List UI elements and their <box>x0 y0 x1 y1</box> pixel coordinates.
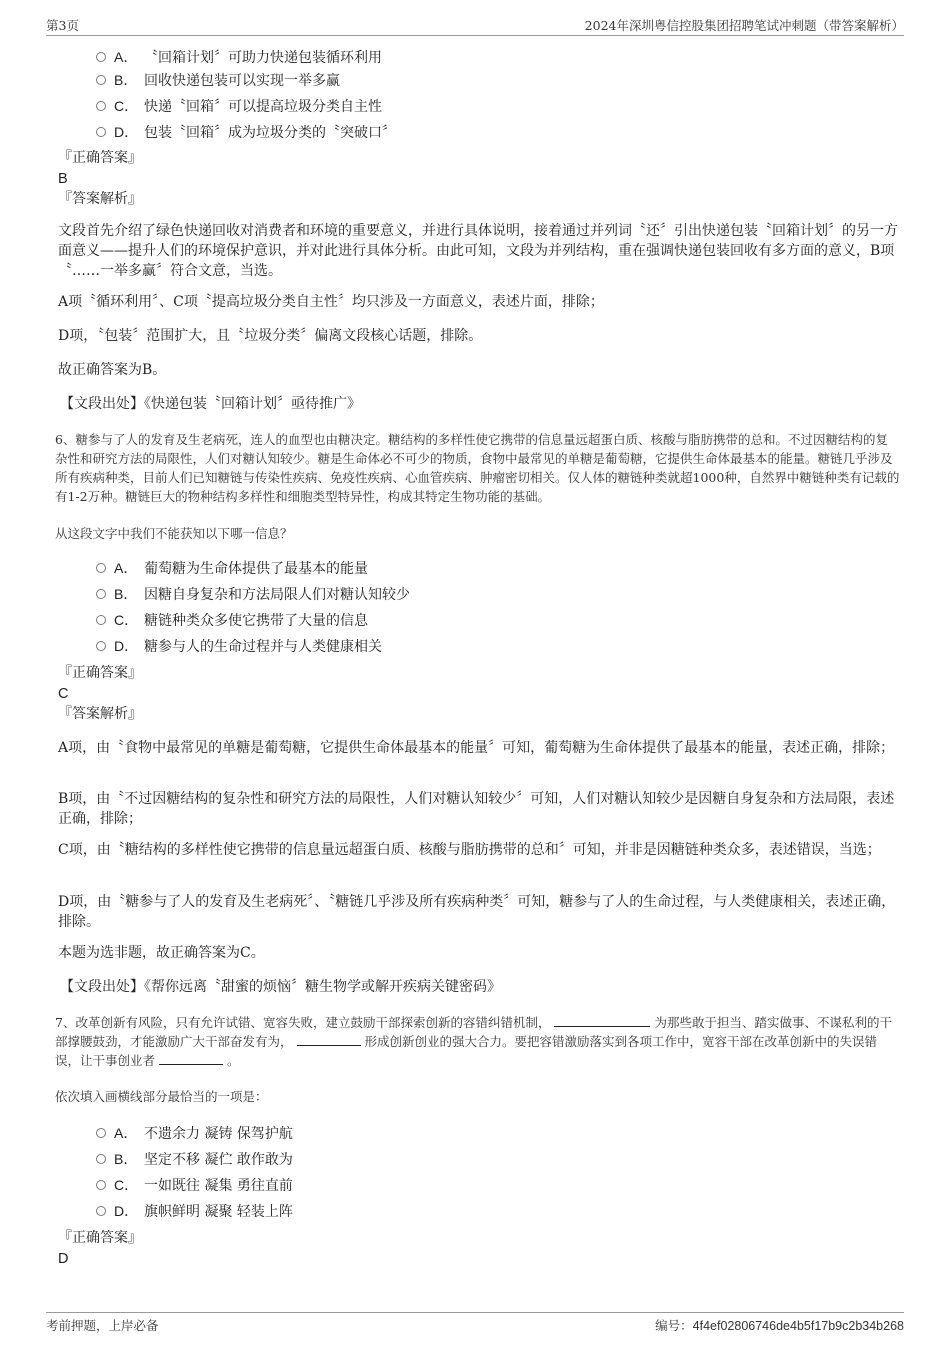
q7-option-b[interactable]: B． 坚定不移 凝伫 敢作敢为 <box>96 1149 293 1169</box>
q6-analysis-d: D项，由〝糖参与了人的发育及生老病死〞、〝糖链几乎涉及所有疾病种类〞可知，糖参与了人的生命过程，与人类健康相关，表述正确，排除。 <box>58 894 896 930</box>
q6-question: 从这段文字中我们不能获知以下哪一信息？ <box>55 526 293 541</box>
q5-analysis-3: D项，〝包装〞范围扩大，且〝垃圾分类〞偏离文段核心话题，排除。 <box>58 328 483 344</box>
q6-analysis-a: A项，由〝食物中最常见的单糖是葡萄糖，它提供生命体最基本的能量〞可知，葡萄糖为生命体提供了最基本的能量，表述正确，排除； <box>58 740 895 756</box>
q6-option-d[interactable]: D． 糖参与人的生命过程并与人类健康相关 <box>96 636 382 656</box>
q6-option-b[interactable]: B． 因糖自身复杂和方法局限人们对糖认知较少 <box>96 584 410 604</box>
q5-option-d[interactable]: D． 包装〝回箱〞成为垃圾分类的〝突破口〞 <box>96 122 396 142</box>
q7-question: 依次填入画横线部分最恰当的一项是： <box>55 1089 268 1104</box>
fill-blank-3 <box>159 1053 223 1065</box>
q6-stem: 6、糖参与了人的发育及生老病死，连人的血型也由糖决定。糖结构的多样性使它携带的信息量远超蛋白质、核酸与脂肪携带的总和。不过因糖结构的复杂性和研究方法的局限性，人们对糖认知较少。糖是生命体必不可少的物质，食物中最常见的单糖是葡萄糖，它提供生命体最基本的能量。糖链几乎涉及所有疾病种类，目前人们已知糖链与传染性疾病、免疫性疾病、心血管疾病、肿瘤密切相关。仅人体的糖链种类就超1000种，自然界中糖链种类有记载的有1-2万种。糖链巨大的物种结构多样性和细胞类型特异性，构成其特定生物功能的基础。 <box>55 432 900 504</box>
q7-option-c[interactable]: C． 一如既往 凝集 勇往直前 <box>96 1175 293 1195</box>
q5-analysis-label: 『答案解析』 <box>58 191 142 207</box>
q5-analysis-2: A项〝循环利用〞、C项〝提高垃圾分类自主性〞均只涉及一方面意义，表述片面，排除； <box>58 294 604 310</box>
q5-option-b[interactable]: B． 回收快递包装可以实现一举多赢 <box>96 70 340 90</box>
q6-option-a[interactable]: A． 葡萄糖为生命体提供了最基本的能量 <box>96 558 368 578</box>
page-footer <box>46 1312 904 1334</box>
page-header <box>46 14 904 36</box>
document-code: 编号：4f4ef02806746de4b5f17b9c2b34b268 <box>655 1318 904 1333</box>
fill-blank-1 <box>554 1015 650 1027</box>
document-title: 2024年深圳粤信控股集团招聘笔试冲刺题（带答案解析） <box>584 18 904 33</box>
radio-icon[interactable] <box>96 641 106 651</box>
radio-icon[interactable] <box>96 127 106 137</box>
q7-stem: 7、改革创新有风险，只有允许试错、宽容失败，建立鼓励干部探索创新的容错纠错机制， 为那些敢于担当、踏实做事、不谋私利的干部撑腰鼓劲，才能激励广大干部奋发有为， 形成创新创业的强大合力。要把容错激励落实到各项工作中，宽容干部在改革创新中的失误错误，让干事创业者 。 <box>55 1015 892 1068</box>
radio-icon[interactable] <box>96 589 106 599</box>
radio-icon[interactable] <box>96 1180 106 1190</box>
q6-correct-answer-label: 『正确答案』 <box>58 665 142 681</box>
q6-analysis-b: B项，由〝不过因糖结构的复杂性和研究方法的局限性，人们对糖认知较少〞可知，人们对糖认知较少是因糖自身复杂和方法局限，表述正确，排除； <box>58 791 895 827</box>
q6-answer: C <box>58 686 69 702</box>
footer-slogan: 考前押题，上岸必备 <box>46 1318 159 1333</box>
q6-analysis-label: 『答案解析』 <box>58 706 142 722</box>
q5-source: 【文段出处】《快递包装〝回箱计划〞亟待推广》 <box>60 396 361 412</box>
q6-source: 【文段出处】《帮你远离〝甜蜜的烦恼〞糖生物学或解开疾病关键密码》 <box>60 979 501 995</box>
radio-icon[interactable] <box>96 101 106 111</box>
radio-icon[interactable] <box>96 1154 106 1164</box>
q5-option-a[interactable]: A． 〝回箱计划〞可助力快递包装循环利用 <box>96 47 382 67</box>
radio-icon[interactable] <box>96 563 106 573</box>
q7-correct-answer-label: 『正确答案』 <box>58 1230 142 1246</box>
q7-option-d[interactable]: D． 旗帜鲜明 凝聚 轻装上阵 <box>96 1201 293 1221</box>
radio-icon[interactable] <box>96 1206 106 1216</box>
q7-option-a[interactable]: A． 不遗余力 凝铸 保驾护航 <box>96 1123 293 1143</box>
q5-option-c[interactable]: C． 快递〝回箱〞可以提高垃圾分类自主性 <box>96 96 382 116</box>
q6-analysis-c: C项，由〝糖结构的多样性使它携带的信息量远超蛋白质、核酸与脂肪携带的总和〞可知，并非是因糖链种类众多，表述错误，当选； <box>58 842 881 858</box>
q6-option-c[interactable]: C． 糖链种类众多使它携带了大量的信息 <box>96 610 368 630</box>
q5-answer: B <box>58 171 68 187</box>
q5-correct-answer-label: 『正确答案』 <box>58 150 142 166</box>
fill-blank-2 <box>297 1034 361 1046</box>
radio-icon[interactable] <box>96 615 106 625</box>
radio-icon[interactable] <box>96 52 106 62</box>
page-number: 第3页 <box>46 18 79 33</box>
q6-analysis-conclusion: 本题为选非题，故正确答案为C。 <box>58 945 265 961</box>
q5-analysis-1: 文段首先介绍了绿色快递回收对消费者和环境的重要意义，并进行具体说明，接着通过并列词〝还〞引出快递包装〝回箱计划〞的另一方面意义——提升人们的环境保护意识，并对此进行具体分析。由此可知，文段为并列结构，重在强调快递包装回收有多方面的意义，B项〝……一举多赢〞符合文意，当选。 <box>58 223 898 279</box>
q5-analysis-4: 故正确答案为B。 <box>58 362 167 378</box>
radio-icon[interactable] <box>96 1128 106 1138</box>
q7-answer: D <box>58 1251 69 1267</box>
radio-icon[interactable] <box>96 75 106 85</box>
